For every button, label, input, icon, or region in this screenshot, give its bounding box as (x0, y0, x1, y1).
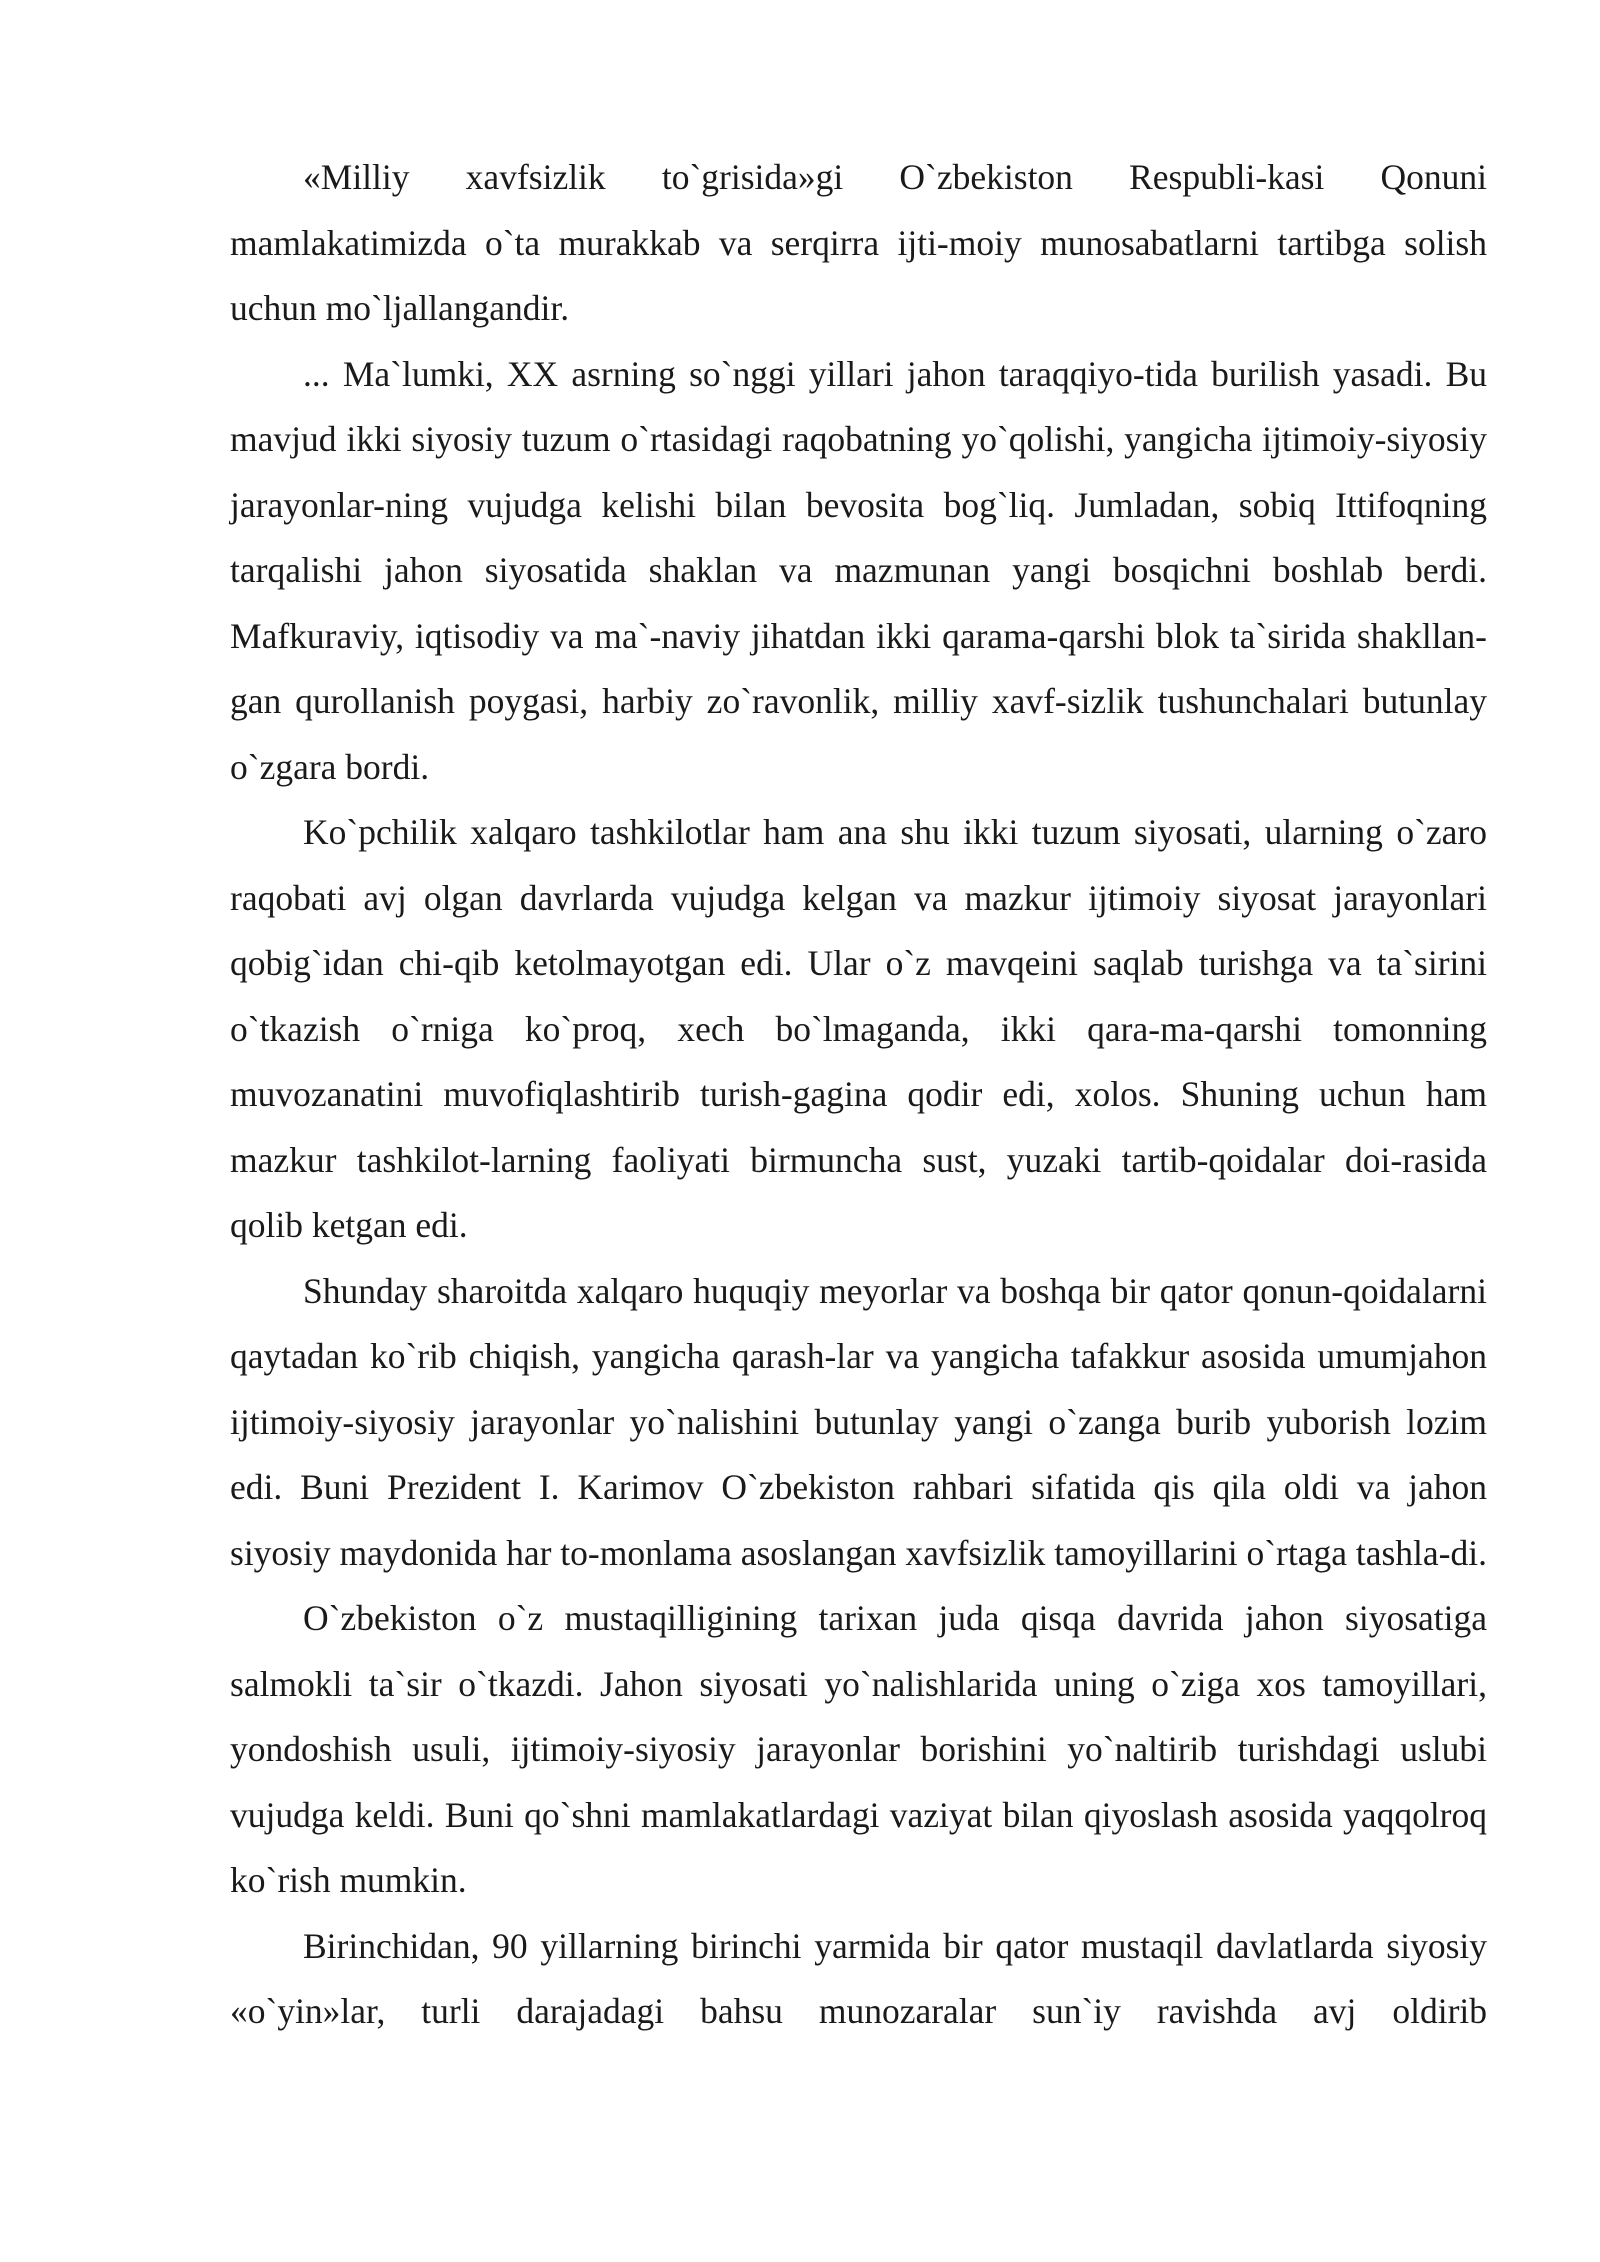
paragraph-new-thinking: Shunday sharoitda xalqaro huquqiy meyorlar va boshqa bir qator qonun-qoidalarni qaytadan ko`rib chiqish, yangicha qarash-lar va yangicha tafakkur asosida umumjahon ijtimoiy-siyosiy jarayonlar yo`nalishini butunlay yangi o`zanga burib yuborish lozim edi. Buni Prezident I. Karimov O`zbekiston rahbari sifatida qis qila oldi va jahon siyosiy maydonida har to-monlama asoslangan xavfsizlik tamoyillarini o`rtaga tashla-di. (230, 1270, 1487, 1573)
paragraph-uzbekistan-influence: O`zbekiston o`z mustaqilligining tarixan juda qisqa davrida jahon siyosatiga salmokli ta`sir o`tkazdi. Jahon siyosati yo`nalishlarida uning o`ziga xos tamoyillari, yondoshish usuli, ijtimoiy-siyosiy jarayonlar borishini yo`naltirib turishdagi uslubi vujudga keldi. Buni qo`shni mamlakatlardagi vaziyat bilan qiyoslash asosida yaqqolroq ko`rish mumkin. (230, 1598, 1487, 1900)
paragraph-xx-century-turning-point: ... Ma`lumki, XX asrning so`nggi yillari jahon taraqqiyo-tida burilish yasadi. Bu mavjud ikki siyosiy tuzum o`rtasidagi raqobatning yo`qolishi, yangicha ijtimoiy-siyosiy jarayonlar-ning vujudga kelishi bilan bevosita bog`liq. Jumladan, sobiq Ittifoqning tarqalishi jahon siyosatida shaklan va mazmunan yangi bosqichni boshlab berdi. Mafkuraviy, iqtisodiy va ma`-naviy jihatdan ikki qarama-qarshi blok ta`sirida shakllan-gan qurollanish poygasi, harbiy zo`ravonlik, milliy xavf-sizlik tushunchalari butunlay o`zgara bordi. (230, 353, 1487, 787)
paragraph-international-organizations: Ko`pchilik xalqaro tashkilotlar ham ana shu ikki tuzum siyosati, ularning o`zaro raqobati avj olgan davrlarda vujudga kelgan va mazkur ijtimoiy siyosat jarayonlari qobig`idan chi-qib ketolmayotgan edi. Ular o`z mavqeini saqlab turishga va ta`sirini o`tkazish o`rniga ko`proq, xech bo`lmaganda, ikki qara-ma-qarshi tomonning muvozanatini muvofiqlashtirib turish-gagina qodir edi, xolos. Shuning uchun ham mazkur tashkilot-larning faoliyati birmuncha sust, yuzaki tartib-qoidalar doi-rasida qolib ketgan edi. (230, 812, 1487, 1245)
document-body (230, 145, 1487, 2045)
paragraph-firstly: Birinchidan, 90 yillarning birinchi yarmida bir qator mustaqil davlatlarda siyosiy «o`yin»lar, turli darajadagi bahsu munozaralar sun`iy ravishda avj oldirib (230, 1925, 1487, 2031)
paragraph-national-security-law: «Milliy xavfsizlik to`grisida»gi O`zbekiston Respubli-kasi Qonuni mamlakatimizda o`ta murakkab va serqirra ijti-moiy munosabatlarni tartibga solish uchun mo`ljallangandir. (230, 157, 1487, 328)
